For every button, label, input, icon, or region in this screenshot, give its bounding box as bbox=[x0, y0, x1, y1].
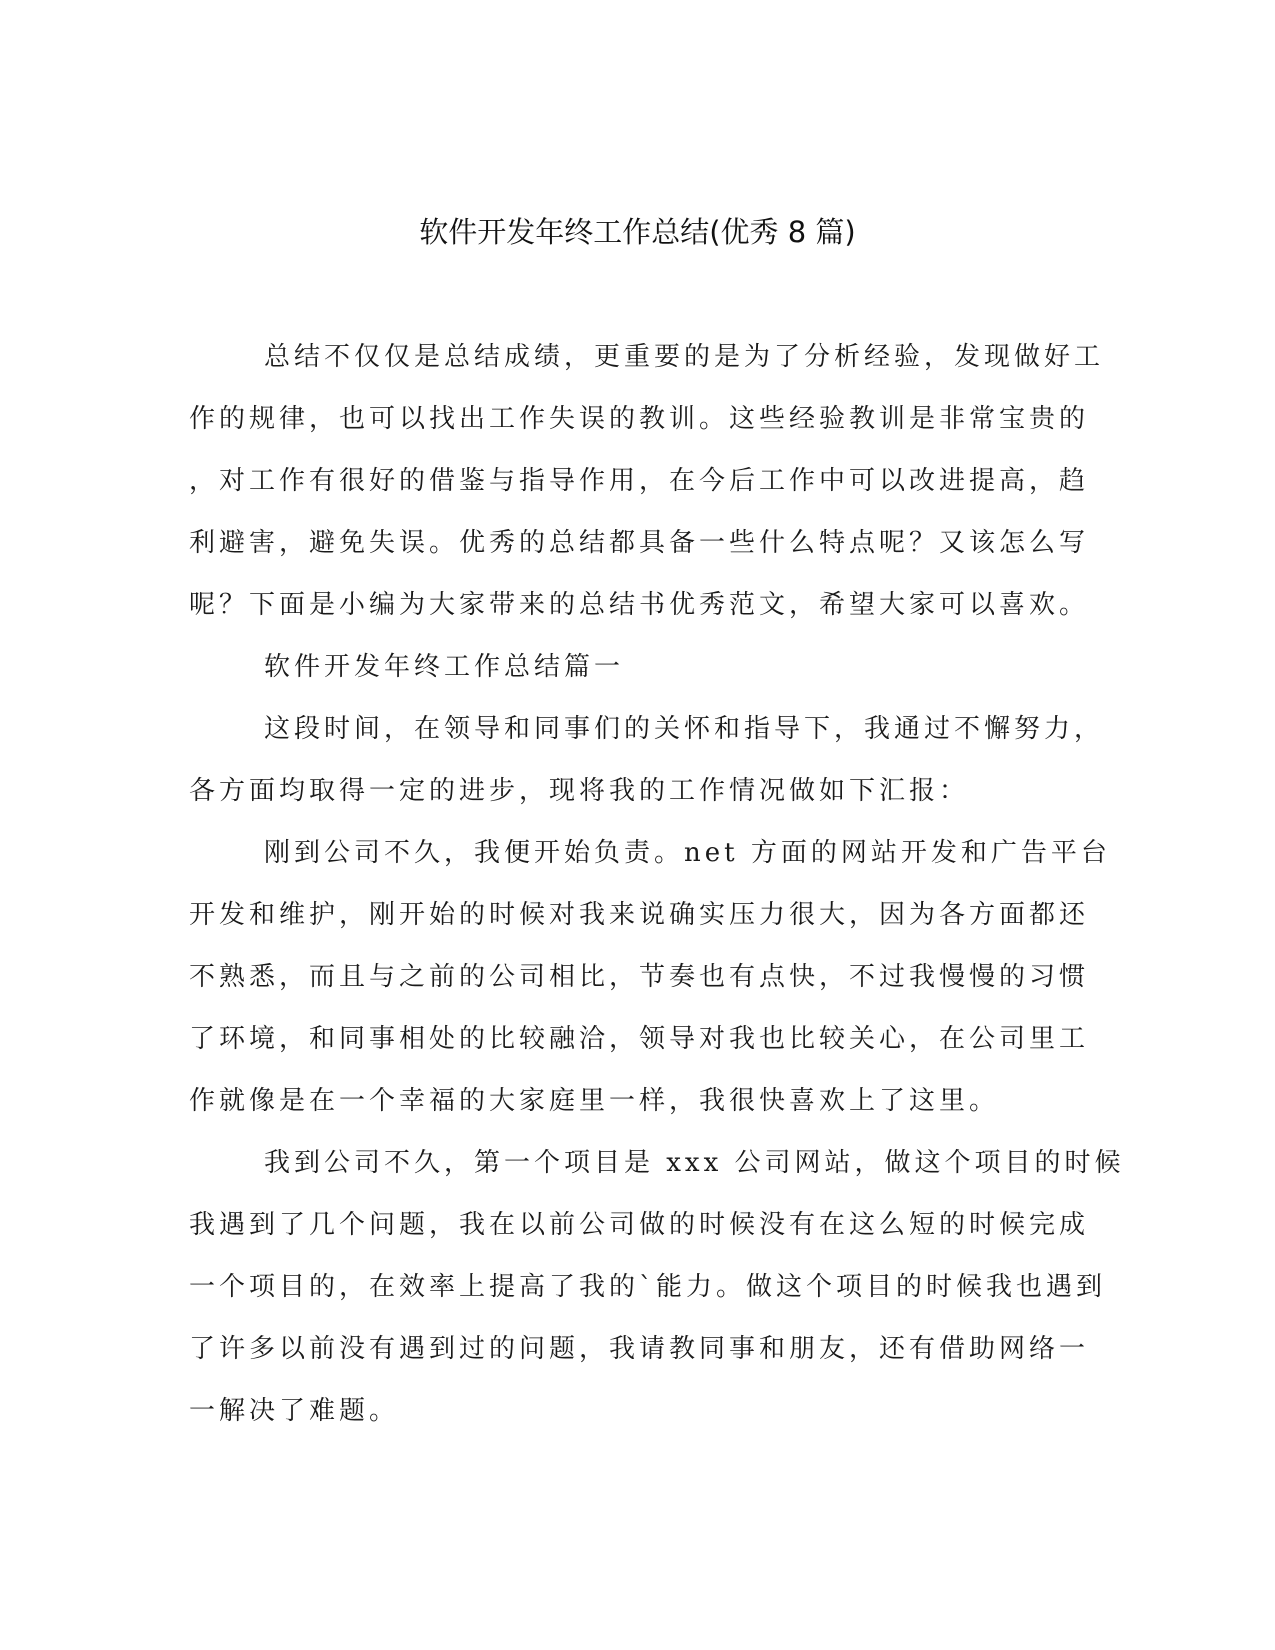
document-body bbox=[189, 326, 1125, 1442]
text-line: 利避害，避免失误。优秀的总结都具备一些什么特点呢？又该怎么写 bbox=[189, 528, 1090, 558]
text-line: 了环境，和同事相处的比较融洽，领导对我也比较关心，在公司里工 bbox=[189, 1024, 1090, 1054]
text-line: 作就像是在一个幸福的大家庭里一样，我很快喜欢上了这里。 bbox=[189, 1086, 1000, 1116]
text-line: 各方面均取得一定的进步，现将我的工作情况做如下汇报： bbox=[189, 776, 970, 806]
text-line: 一个项目的，在效率上提高了我的`能力。做这个项目的时候我也遇到 bbox=[189, 1272, 1107, 1302]
text-line: 一解决了难题。 bbox=[189, 1396, 400, 1426]
text-line: 总结不仅仅是总结成绩，更重要的是为了分析经验，发现做好工 bbox=[264, 342, 1105, 372]
text-line: 软件开发年终工作总结篇一 bbox=[264, 652, 625, 682]
text-line: 我到公司不久，第一个项目是 xxx 公司网站，做这个项目的时候 bbox=[264, 1148, 1125, 1178]
text-line: 作的规律，也可以找出工作失误的教训。这些经验教训是非常宝贵的 bbox=[189, 404, 1090, 434]
text-line: 这段时间，在领导和同事们的关怀和指导下，我通过不懈努力， bbox=[264, 714, 1105, 744]
text-line: 刚到公司不久，我便开始负责。net 方面的网站开发和广告平台 bbox=[264, 838, 1111, 868]
text-line: 不熟悉，而且与之前的公司相比，节奏也有点快，不过我慢慢的习惯 bbox=[189, 962, 1090, 992]
text-line: 开发和维护，刚开始的时候对我来说确实压力很大，因为各方面都还 bbox=[189, 900, 1090, 930]
text-line: ，对工作有很好的借鉴与指导作用，在今后工作中可以改进提高，趋 bbox=[189, 466, 1090, 496]
text-line: 呢？下面是小编为大家带来的总结书优秀范文，希望大家可以喜欢。 bbox=[189, 590, 1090, 620]
document-title: 软件开发年终工作总结(优秀 8 篇) bbox=[419, 215, 856, 249]
text-line: 了许多以前没有遇到过的问题，我请教同事和朋友，还有借助网络一 bbox=[189, 1334, 1090, 1364]
text-line: 我遇到了几个问题，我在以前公司做的时候没有在这么短的时候完成 bbox=[189, 1210, 1090, 1240]
